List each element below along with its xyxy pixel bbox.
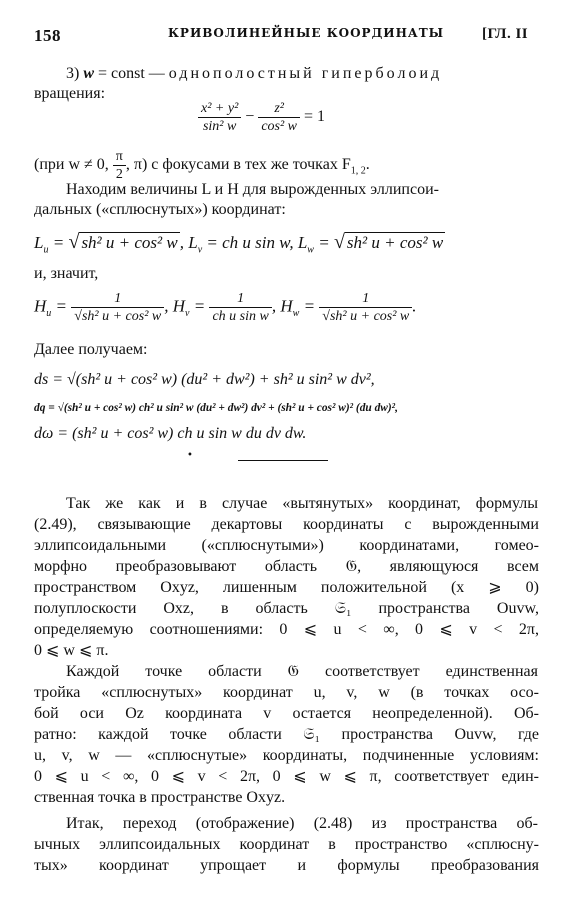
para-find-line2: дальных («сплюснутых») координат: [34, 201, 286, 218]
para2-line: полуплоскости Oxz, в область 𝔖₁ пространства Ouvw, [34, 600, 539, 617]
further-text: Далее получаем: [34, 341, 148, 358]
para3-line: Каждой точке области 𝔊 соответствует единственная [66, 663, 538, 680]
equation-ds: ds = √(sh² u + cos² w) (du² + dw²) + sh² u sin² w dv², [34, 371, 375, 388]
para2-line: эллипсоидальными («сплюснутыми») координатами, гомео- [34, 537, 539, 554]
focus-condition: (при w ≠ 0, $\frac{\pi}{2}$ , π) с фокусами в тех же точках $F_{1, 2}$. [34, 149, 370, 182]
para3-line: 0 ⩽ u < ∞, 0 ⩽ v < 2π, 0 ⩽ w ⩽ π, соответствует един- [34, 768, 539, 785]
para3-line: ственная точка в пространстве Oxyz. [34, 789, 286, 806]
para3-line: ратно: каждой точке области 𝔖₁ пространства Ouvw, где [34, 726, 539, 743]
running-title: КРИВОЛИНЕЙНЫЕ КООРДИНАТЫ [168, 26, 445, 40]
item3-line2: вращения: [34, 85, 106, 102]
item3-line1: 3) w = const — однополостный гиперболоид [66, 65, 443, 82]
stray-mark: • [187, 450, 193, 461]
para2-line: (2.49), связывающие декартовы координаты с вырожденными [34, 516, 539, 533]
para2-line: 0 ⩽ w ⩽ π. [34, 642, 109, 659]
para2-line: морфно преобразовывают область 𝔊, являющуюся всем [34, 558, 539, 575]
para4-line: ычных эллипсоидальных координат в пространство «сплюсну- [34, 836, 539, 853]
para2-line: определяемую соотношениями: 0 ⩽ u < ∞, 0 ⩽ v < 2π, [34, 621, 539, 638]
para3-line: бой оси Oz координата v остается неопределенной). Об- [34, 705, 539, 722]
para3-line: тройка «сплюснутых» координат u, v, w (в точках осо- [34, 684, 539, 701]
para2-line: Так же как и в случае «вытянутых» координат, формулы [66, 495, 538, 512]
equation-lame-H: $H_u$ = $\frac{1}{\text{√sh² u + cos² w}}$ , $H_v$ = $\frac{1}{\text{ch u sin w}}$ , $H_w$ = $\frac{1}{\text{√sh² u + cos² w}}$ . [34, 291, 417, 324]
page-number: 158 [34, 26, 61, 45]
chapter-marker: [ГЛ. II [482, 26, 529, 42]
section-divider [238, 460, 328, 461]
para2-line: пространством Oxyz, лишенным положительной (x ⩾ 0) [34, 579, 539, 596]
para-find-line1: Находим величины L и H для вырожденных эллипсои- [66, 181, 439, 198]
equation-hyperboloid: $\frac{\text{x² + y²}}{\text{sin² w}}$ − $\frac{\text{z²}}{\text{cos² w}}$ = 1 [198, 100, 398, 135]
equation-lame-L: $L_u$ = √ sh² u + cos² w , $L_v$ = ch u sin w, $L_w$ = √ sh² u + cos² w [34, 231, 444, 256]
para4-line: Итак, переход (отображение) (2.48) из пространства об- [66, 815, 538, 832]
and-so-text: и, значит, [34, 265, 99, 282]
para3-line: u, v, w — «сплюснутые» координаты, подчиненные условиям: [34, 747, 539, 764]
equation-dq: dq = √(sh² u + cos² w) ch² u sin² w (du² + dw²) dv² + (sh² u + cos² w)² (du dw)², [34, 402, 398, 414]
equation-domega: dω = (sh² u + cos² w) ch u sin w du dv dw. [34, 425, 307, 442]
para4-line: тых» координат упрощает и формулы преобразования [34, 857, 539, 874]
